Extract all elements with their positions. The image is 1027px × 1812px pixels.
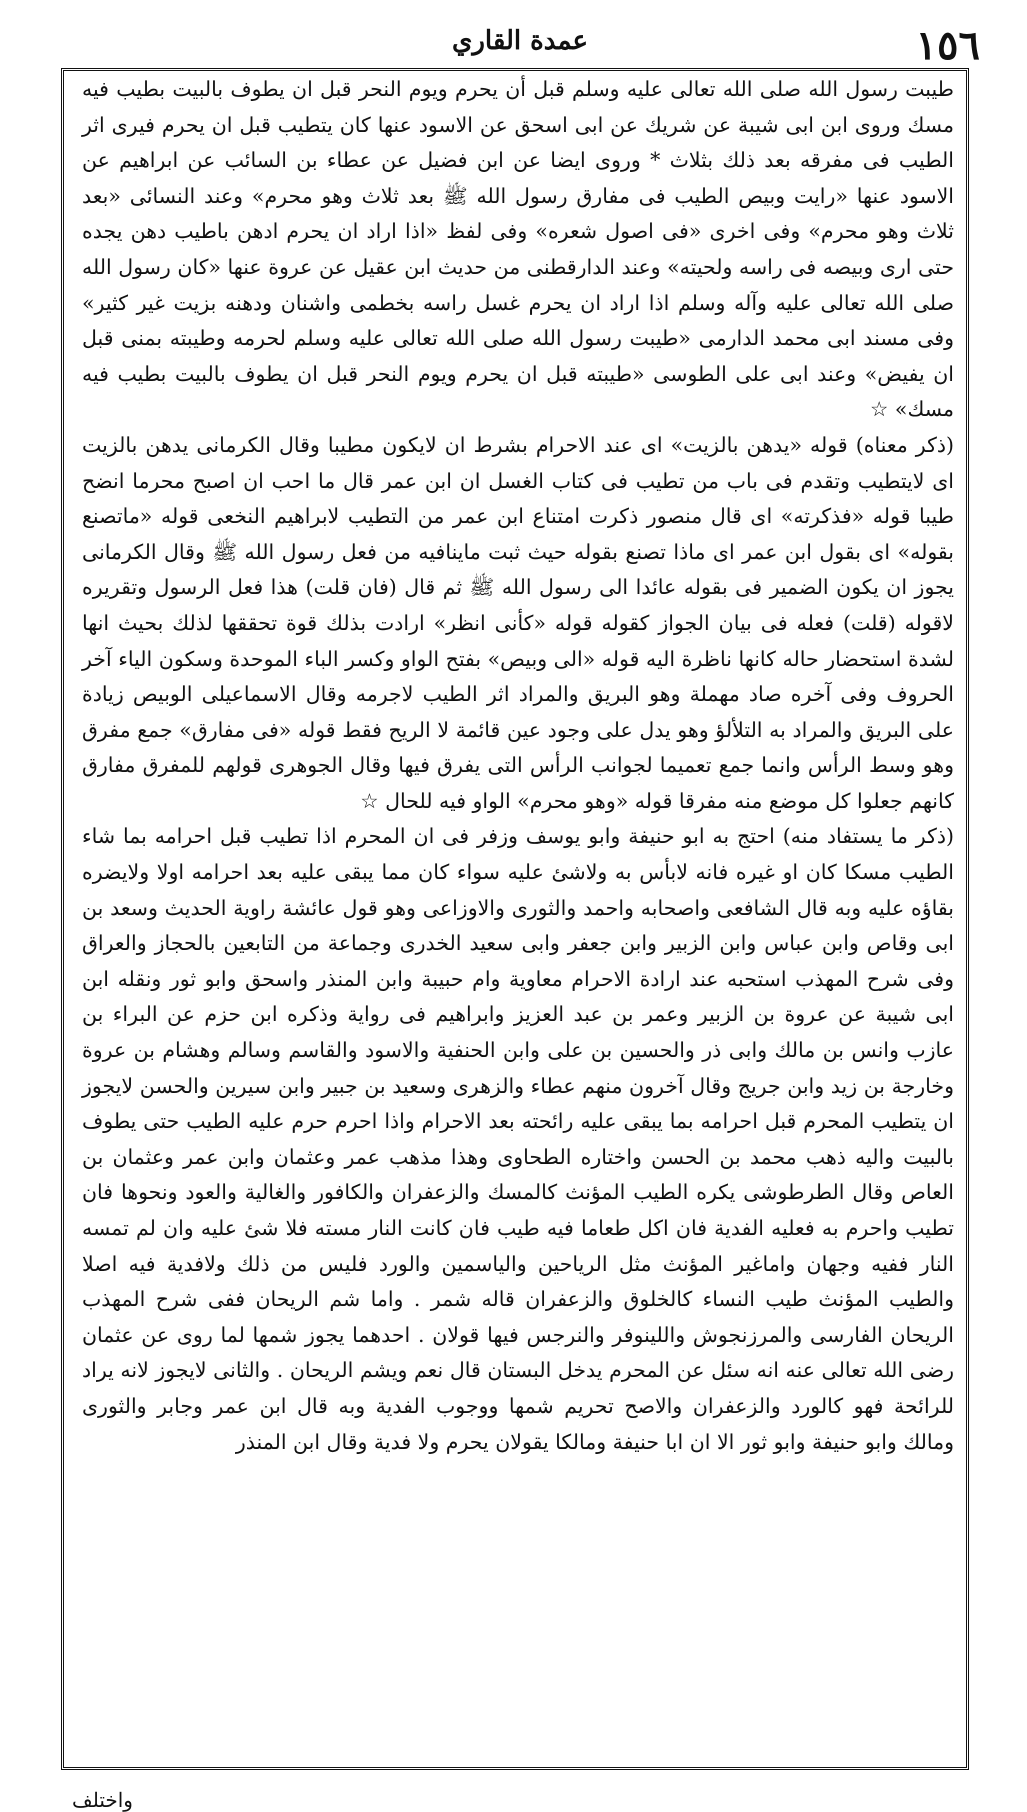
- paragraph-2: (ذكر معناه) قوله «يدهن بالزيت» اى عند الاحرام بشرط ان لايكون مطيبا وقال الكرمانى يدهن بالزيت اى لايتطيب وتقدم فى باب من تطيب فى كتاب الغسل ان ابن عمر قال ما احب ان اصبح محرما انضح طيبا قوله «فذكرته» اى قال منصور ذكرت امتناع ابن عمر من التطيب لابراهيم النخعى قوله «ماتصنع بقوله» اى بقول ابن عمر اى ماذا تصنع بقوله حيث ثبت ماينافيه من فعل رسول الله ﷺ وقال الكرمانى يجوز ان يكون الضمير فى بقوله عائدا الى رسول الله ﷺ ثم قال (فان قلت) هذا فعل الرسول وتقريره لاقوله (قلت) فعله فى بيان الجواز كقوله قوله «كأنى انظر» ارادت بذلك قوة تحققها لذلك بحيث انها لشدة استحضار حاله كانها ناظرة اليه قوله «الى وبيص» بفتح الواو وكسر الباء الموحدة وسكون الياء آخر الحروف وفى آخره صاد مهملة وهو البريق والمراد اثر الطيب لاجرمه وقال الاسماعيلى الوبيص زيادة على البريق والمراد به التلألؤ وهو يدل على وجود عين قائمة لا الريح فقط قوله «فى مفارق» جمع مفرق وهو وسط الرأس وانما جمع تعميما لجوانب الرأس التى يفرق فيها وقال الجوهرى قولهم للمفرق مفارق كانهم جعلوا كل موضع منه مفرقا قوله «وهو محرم» الواو فيه للحال ☆: [82, 432, 954, 813]
- catchword: واختلف: [72, 1788, 133, 1812]
- paragraph-3: (ذكر ما يستفاد منه) احتج به ابو حنيفة وابو يوسف وزفر فى ان المحرم اذا تطيب قبل احرامه بما شاء الطيب مسكا كان او غيره فانه لابأس به ولاشئ عليه سواء كان مما يبقى عليه بعد احرامه اولا ولايضره بقاؤه عليه وبه قال الشافعى واصحابه واحمد والثورى والاوزاعى وهو قول عائشة راوية الحديث وسعد بن ابى وقاص وابن عباس وابن الزبير وابن جعفر وابى سعيد الخدرى وجماعة من التابعين بالحجاز والعراق وفى شرح المهذب استحبه عند ارادة الاحرام معاوية وام حبيبة وابن المنذر واسحق وابو ثور ونقله ابن ابى شيبة عن عروة بن الزبير وعمر بن عبد العزيز وابراهيم فى رواية وذكره ابن حزم عن البراء بن عازب وانس بن مالك وابى ذر والحسين بن على وابن الحنفية والاسود والقاسم وسالم وهشام بن عروة وخارجة بن زيد وابن جريج وقال آخرون منهم عطاء والزهرى وسعيد بن جبير وابن سيرين والحسن لايجوز ان يتطيب المحرم قبل احرامه بما يبقى عليه رائحته بعد الاحرام واذا احرم حرم عليه الطيب حتى يطوف بالبيت واليه ذهب محمد بن الحسن واختاره الطحاوى وهذا مذهب عمر وعثمان وابن عمر وعثمان بن العاص وقال الطرطوشى يكره الطيب المؤنث كالمسك والزعفران والكافور والغالية والعود ونحوها فان تطيب واحرم به فعليه الفدية فان اكل طعاما فيه طيب فان كانت النار مسته فلا شئ عليه وان لم تمسه النار ففيه وجهان واماغير المؤنث مثل الرياحين والياسمين والورد فليس من ذلك ولافدية فيه اصلا والطيب المؤنث طيب النساء كالخلوق والزعفران قاله شمر . واما شم الريحان ففى شرح المهذب الريحان الفارسى والمرزنجوش واللينوفر والنرجس فيها قولان . احدهما يجوز شمها لما روى عن عثمان رضى الله تعالى عنه انه سئل عن المحرم يدخل البستان قال نعم ويشم الريحان . والثانى لايجوز لانه يراد للرائحة فهو كالورد والزعفران والاصح تحريم شمها ووجوب الفدية وبه قال ابن عمر وجابر والثورى ومالك وابو حنيفة وابو ثور الا ان ابا حنيفة ومالكا يقولان يحرم ولا فدية وقال ابن المنذر: [82, 824, 954, 1454]
- page-header: [60, 22, 980, 69]
- running-title: عمدة القاري: [452, 26, 588, 56]
- page-number: ١٥٦: [915, 22, 980, 69]
- paragraph-1: طيبت رسول الله صلى الله تعالى عليه وسلم قبل أن يحرم ويوم النحر قبل ان يطوف بالبيت بطيب فيه مسك وروى ابن ابى شيبة عن شريك عن ابى اسحق عن الاسود عنها كان يتطيب قبل ان يحرم فيرى اثر الطيب فى مفرقه بعد ذلك بثلاث * وروى ايضا عن ابن فضيل عن عطاء بن السائب عن ابراهيم عن الاسود عنها «رايت وبيص الطيب فى مفارق رسول الله ﷺ بعد ثلاث وهو محرم» وعند النسائى «بعد ثلاث وهو محرم» وفى اخرى «فى اصول شعره» وفى لفظ «اذا اراد ان يحرم ادهن باطيب دهن يجده حتى ارى وبيصه فى راسه ولحيته» وعند الدارقطنى من حديث ابن عقيل عن عروة عنها «كان رسول الله صلى الله تعالى عليه وآله وسلم اذا اراد ان يحرم غسل راسه بخطمى واشنان ودهنه بزيت غير كثير» وفى مسند ابى محمد الدارمى «طيبت رسول الله صلى الله تعالى عليه وسلم لحرمه وطيبته بمنى قبل ان يفيض» وعند ابى على الطوسى «طيبته قبل ان يحرم ويوم النحر قبل ان يطوف بالبيت بطيب فيه مسك» ☆: [82, 77, 954, 422]
- main-text: [70, 70, 964, 1772]
